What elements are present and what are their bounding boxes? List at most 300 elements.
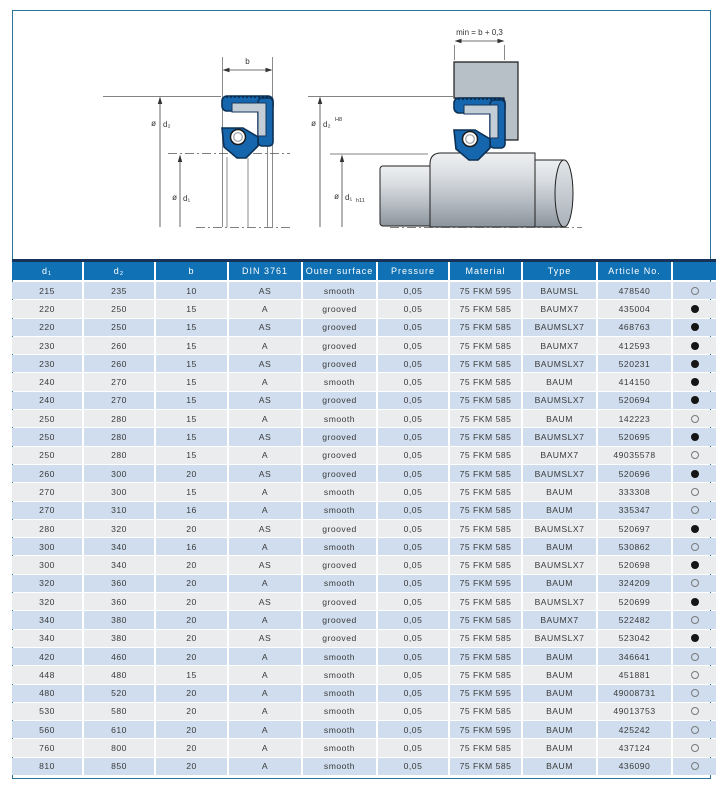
cell-din-3761: A [229,483,303,500]
cell-type: BAUM [523,483,598,500]
availability-indicator [691,342,699,350]
cell-type: BAUMSLX7 [523,593,598,610]
cell-type: BAUM [523,373,598,390]
availability-indicator [691,579,699,587]
cell-b: 15 [156,428,229,445]
cell-b: 20 [156,465,229,482]
table-row [12,703,716,720]
availability-indicator [691,323,699,331]
cell-d2: 310 [84,502,156,519]
cell-type: BAUMSLX7 [523,630,598,647]
cell-pressure: 0,05 [378,392,450,409]
cell-article-no: 520231 [598,355,673,372]
cell-d2: 340 [84,556,156,573]
cell-article-no: 523042 [598,630,673,647]
cell-material: 75 FKM 585 [450,593,523,610]
cell-material: 75 FKM 585 [450,483,523,500]
cell-pressure: 0,05 [378,611,450,628]
cell-material: 75 FKM 585 [450,319,523,336]
cell-pressure: 0,05 [378,648,450,665]
dim-label-d1h11-prefix: ø [334,192,339,201]
availability-indicator [691,488,699,496]
cell-d1: 480 [12,685,84,702]
cell-material: 75 FKM 585 [450,739,523,756]
cell-outer-surface: smooth [303,410,378,427]
cell-availability [673,575,716,592]
cell-d2: 260 [84,337,156,354]
table-row [12,630,716,647]
cell-pressure: 0,05 [378,373,450,390]
dim-label-d2-tolerance: H8 [335,117,343,123]
cell-d1: 340 [12,611,84,628]
cell-din-3761: AS [229,520,303,537]
cell-material: 75 FKM 585 [450,703,523,720]
cell-article-no: 435004 [598,300,673,317]
cell-d1: 250 [12,410,84,427]
cell-material: 75 FKM 585 [450,447,523,464]
cell-pressure: 0,05 [378,575,450,592]
cell-article-no: 414150 [598,373,673,390]
cell-article-no: 468763 [598,319,673,336]
cell-article-no: 324209 [598,575,673,592]
cell-b: 15 [156,373,229,390]
cell-material: 75 FKM 595 [450,685,523,702]
cell-type: BAUMSLX7 [523,556,598,573]
cell-outer-surface: smooth [303,575,378,592]
availability-indicator [691,378,699,386]
table-header-row [12,259,716,280]
cell-availability [673,538,716,555]
installed-seal [454,98,505,160]
cell-availability [673,410,716,427]
cell-b: 10 [156,282,229,299]
cell-availability [673,355,716,372]
cell-d1: 240 [12,373,84,390]
cell-b: 15 [156,392,229,409]
cell-outer-surface: grooved [303,465,378,482]
cell-d1: 530 [12,703,84,720]
availability-indicator [691,433,699,441]
cell-d1: 230 [12,355,84,372]
cell-d2: 360 [84,575,156,592]
cell-din-3761: A [229,410,303,427]
table-row [12,282,716,299]
cell-outer-surface: grooved [303,556,378,573]
cell-availability [673,758,716,775]
cell-article-no: 437124 [598,739,673,756]
cell-d2: 280 [84,428,156,445]
cell-material: 75 FKM 585 [450,556,523,573]
cell-outer-surface: grooved [303,520,378,537]
cell-material: 75 FKM 585 [450,300,523,317]
cell-type: BAUM [523,410,598,427]
cell-article-no: 425242 [598,721,673,738]
table-row [12,538,716,555]
cell-outer-surface: smooth [303,721,378,738]
dim-label-d1: d₁ [183,194,191,203]
cell-outer-surface: grooved [303,447,378,464]
cell-pressure: 0,05 [378,483,450,500]
cell-d2: 280 [84,447,156,464]
cell-d1: 320 [12,575,84,592]
cell-material: 75 FKM 585 [450,373,523,390]
cell-outer-surface: smooth [303,685,378,702]
cell-b: 20 [156,556,229,573]
availability-indicator [691,598,699,606]
cell-din-3761: A [229,538,303,555]
cell-d2: 460 [84,648,156,665]
shaft-small-section [380,166,432,226]
cell-availability [673,373,716,390]
cell-d2: 250 [84,300,156,317]
table-row [12,758,716,775]
cell-din-3761: A [229,373,303,390]
cell-b: 20 [156,520,229,537]
cell-d2: 280 [84,410,156,427]
col-header-d1: d₁ [12,262,84,280]
cell-b: 16 [156,538,229,555]
table-row [12,739,716,756]
table-row [12,410,716,427]
cell-b: 20 [156,593,229,610]
dim-label-d2h8: d₂ [323,120,331,129]
cell-b: 20 [156,685,229,702]
cell-outer-surface: grooved [303,593,378,610]
cell-material: 75 FKM 585 [450,630,523,647]
cell-outer-surface: grooved [303,630,378,647]
cell-material: 75 FKM 585 [450,611,523,628]
cell-din-3761: A [229,337,303,354]
cell-type: BAUM [523,575,598,592]
table-row [12,593,716,610]
table-row [12,575,716,592]
cell-d1: 270 [12,502,84,519]
table-row [12,428,716,445]
cell-pressure: 0,05 [378,319,450,336]
cell-din-3761: AS [229,282,303,299]
dim-label-d2: d₂ [163,120,171,129]
shaft-main-section [430,153,535,227]
cell-material: 75 FKM 585 [450,410,523,427]
cell-d2: 580 [84,703,156,720]
cell-din-3761: A [229,447,303,464]
col-header-din: DIN 3761 [229,262,303,280]
cell-d1: 340 [12,630,84,647]
cell-pressure: 0,05 [378,593,450,610]
cell-d2: 270 [84,392,156,409]
cell-article-no: 478540 [598,282,673,299]
availability-indicator [691,634,699,642]
col-header-d2: d₂ [84,262,156,280]
cell-d2: 520 [84,685,156,702]
cell-b: 15 [156,355,229,372]
size-table [12,259,716,776]
col-header-pressure: Pressure [378,262,450,280]
cell-outer-surface: grooved [303,319,378,336]
table-row [12,520,716,537]
cell-d1: 240 [12,392,84,409]
cell-pressure: 0,05 [378,428,450,445]
cell-b: 15 [156,410,229,427]
availability-indicator [691,451,699,459]
availability-indicator [691,525,699,533]
availability-indicator [691,470,699,478]
cell-d1: 260 [12,465,84,482]
cell-d2: 300 [84,483,156,500]
cell-d1: 280 [12,520,84,537]
right-installation-diagram [308,28,582,228]
cell-material: 75 FKM 595 [450,721,523,738]
cell-article-no: 520697 [598,520,673,537]
cell-d2: 610 [84,721,156,738]
table-row [12,465,716,482]
cell-d2: 320 [84,520,156,537]
cell-article-no: 333308 [598,483,673,500]
cell-pressure: 0,05 [378,556,450,573]
cell-b: 20 [156,703,229,720]
cell-availability [673,428,716,445]
availability-indicator [691,561,699,569]
cell-pressure: 0,05 [378,502,450,519]
cell-d2: 480 [84,666,156,683]
cell-material: 75 FKM 585 [450,355,523,372]
cell-type: BAUMSLX7 [523,392,598,409]
cell-din-3761: AS [229,465,303,482]
cell-outer-surface: grooved [303,300,378,317]
cell-din-3761: A [229,575,303,592]
cell-type: BAUM [523,685,598,702]
cell-d2: 360 [84,593,156,610]
seal-cross-section [222,96,273,158]
availability-indicator [691,287,699,295]
cell-din-3761: AS [229,319,303,336]
cell-d2: 270 [84,373,156,390]
cell-type: BAUM [523,648,598,665]
cell-material: 75 FKM 585 [450,465,523,482]
cell-b: 20 [156,611,229,628]
cell-availability [673,282,716,299]
cell-pressure: 0,05 [378,337,450,354]
table-row [12,300,716,317]
cell-din-3761: A [229,502,303,519]
cell-b: 15 [156,319,229,336]
left-seal-diagram [103,57,292,228]
cell-pressure: 0,05 [378,758,450,775]
cell-type: BAUM [523,703,598,720]
cell-b: 20 [156,758,229,775]
table-row [12,319,716,336]
cell-d2: 250 [84,319,156,336]
cell-type: BAUM [523,739,598,756]
cell-d1: 270 [12,483,84,500]
cell-article-no: 335347 [598,502,673,519]
table-row [12,373,716,390]
cell-article-no: 520699 [598,593,673,610]
cell-type: BAUMX7 [523,611,598,628]
col-header-b: b [156,262,229,280]
dim-label-b: b [245,57,250,66]
cell-din-3761: A [229,666,303,683]
table-row [12,685,716,702]
cell-b: 15 [156,300,229,317]
cell-pressure: 0,05 [378,465,450,482]
cell-outer-surface: smooth [303,758,378,775]
cell-b: 15 [156,666,229,683]
cell-d2: 300 [84,465,156,482]
cell-availability [673,300,716,317]
cell-availability [673,685,716,702]
cell-d2: 380 [84,630,156,647]
cell-d1: 220 [12,319,84,336]
cell-din-3761: A [229,758,303,775]
cell-d1: 760 [12,739,84,756]
cell-type: BAUM [523,666,598,683]
table-body [12,282,716,775]
cell-din-3761: A [229,703,303,720]
cell-d1: 300 [12,538,84,555]
cell-material: 75 FKM 585 [450,648,523,665]
table-row [12,447,716,464]
cell-d1: 230 [12,337,84,354]
cell-outer-surface: smooth [303,502,378,519]
cell-pressure: 0,05 [378,721,450,738]
col-header-outer-surface: Outer surface [303,262,378,280]
cell-article-no: 49008731 [598,685,673,702]
table-row [12,556,716,573]
cell-article-no: 530862 [598,538,673,555]
cell-outer-surface: smooth [303,282,378,299]
cell-outer-surface: grooved [303,355,378,372]
cell-d1: 250 [12,428,84,445]
availability-indicator [691,415,699,423]
cell-din-3761: AS [229,428,303,445]
garter-spring-inner [234,133,243,142]
cell-din-3761: AS [229,392,303,409]
cell-din-3761: AS [229,630,303,647]
cell-type: BAUM [523,758,598,775]
cell-type: BAUM [523,538,598,555]
cell-b: 16 [156,502,229,519]
cell-din-3761: AS [229,593,303,610]
cell-availability [673,520,716,537]
availability-indicator [691,360,699,368]
cell-article-no: 520698 [598,556,673,573]
cell-outer-surface: grooved [303,611,378,628]
cell-availability [673,721,716,738]
technical-diagrams [0,0,728,256]
cell-d2: 340 [84,538,156,555]
cell-availability [673,611,716,628]
cell-outer-surface: smooth [303,373,378,390]
cell-type: BAUMSL [523,282,598,299]
cell-availability [673,703,716,720]
cell-din-3761: A [229,721,303,738]
cell-pressure: 0,05 [378,538,450,555]
availability-indicator [691,762,699,770]
availability-indicator [691,653,699,661]
cell-d1: 810 [12,758,84,775]
cell-pressure: 0,05 [378,739,450,756]
col-header-material: Material [450,262,523,280]
cell-article-no: 451881 [598,666,673,683]
cell-type: BAUMSLX7 [523,355,598,372]
cell-d2: 800 [84,739,156,756]
dim-label-d1-prefix: ø [172,193,177,202]
cell-b: 15 [156,447,229,464]
cell-article-no: 522482 [598,611,673,628]
cell-material: 75 FKM 595 [450,575,523,592]
cell-type: BAUMX7 [523,337,598,354]
dim-label-d1-tolerance: h11 [356,198,365,204]
cell-d1: 420 [12,648,84,665]
cell-d1: 250 [12,447,84,464]
cell-din-3761: AS [229,355,303,372]
cell-material: 75 FKM 585 [450,538,523,555]
table-row [12,648,716,665]
cell-din-3761: A [229,300,303,317]
cell-outer-surface: smooth [303,666,378,683]
cell-d2: 380 [84,611,156,628]
cell-pressure: 0,05 [378,447,450,464]
cell-din-3761: A [229,648,303,665]
cell-pressure: 0,05 [378,355,450,372]
cell-material: 75 FKM 585 [450,392,523,409]
cell-din-3761: A [229,685,303,702]
dim-label-d1h11: d₁ [345,193,353,202]
cell-availability [673,648,716,665]
cell-d1: 215 [12,282,84,299]
col-header-article-no: Article No. [598,262,673,280]
cell-d2: 260 [84,355,156,372]
cell-type: BAUMSLX7 [523,520,598,537]
cell-outer-surface: smooth [303,648,378,665]
cell-type: BAUMSLX7 [523,319,598,336]
cell-article-no: 520694 [598,392,673,409]
cell-material: 75 FKM 595 [450,282,523,299]
cell-b: 20 [156,721,229,738]
availability-indicator [691,506,699,514]
cell-pressure: 0,05 [378,630,450,647]
table-row [12,392,716,409]
cell-b: 20 [156,630,229,647]
availability-indicator [691,305,699,313]
cell-availability [673,739,716,756]
availability-indicator [691,543,699,551]
cell-availability [673,556,716,573]
cell-d2: 235 [84,282,156,299]
cell-b: 20 [156,739,229,756]
table-row [12,666,716,683]
cell-availability [673,447,716,464]
cell-type: BAUMX7 [523,447,598,464]
availability-indicator [691,689,699,697]
dim-label-d2h8-prefix: ø [311,119,316,128]
table-row [12,355,716,372]
cell-pressure: 0,05 [378,666,450,683]
cell-din-3761: AS [229,556,303,573]
cell-d2: 850 [84,758,156,775]
dim-label-min: min = b + 0,3 [456,28,503,37]
cell-article-no: 49035578 [598,447,673,464]
cell-availability [673,392,716,409]
cell-availability [673,483,716,500]
cell-type: BAUM [523,502,598,519]
cell-material: 75 FKM 585 [450,520,523,537]
cell-din-3761: A [229,739,303,756]
cell-material: 75 FKM 585 [450,428,523,445]
table-row [12,721,716,738]
cell-b: 20 [156,575,229,592]
